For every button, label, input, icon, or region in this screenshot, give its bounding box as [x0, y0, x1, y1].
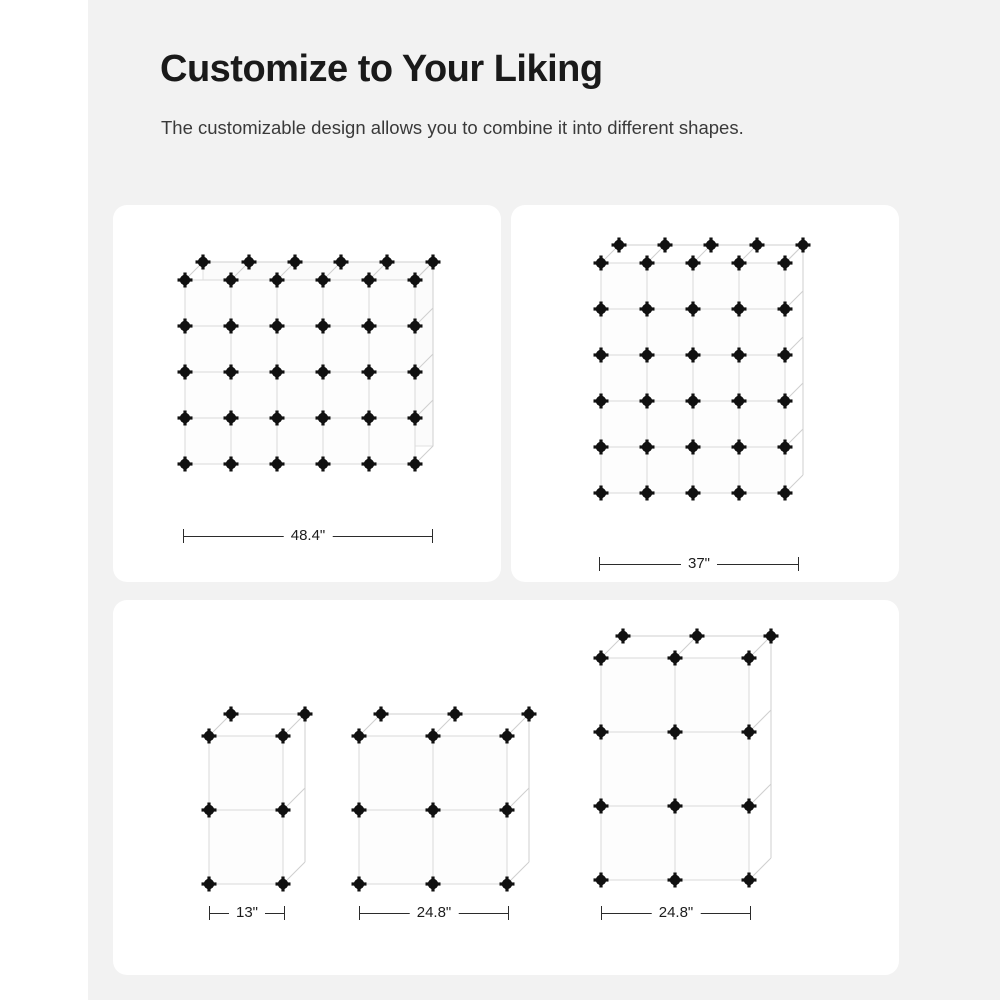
card-configuration-4x5: [511, 205, 899, 582]
page-subtitle: The customizable design allows you to combine it into different shapes.: [161, 117, 744, 138]
dimension-width-1x2: [209, 906, 285, 920]
cube-unit-2x3: [583, 622, 803, 902]
cube-unit-1x2: [191, 700, 331, 900]
dimension-label: 37": [681, 555, 717, 572]
dimension-label: 48.4": [284, 527, 333, 544]
dimension-label: 24.8": [652, 904, 701, 921]
page-title: Customize to Your Liking: [160, 48, 603, 90]
card-configuration-small-set: [113, 600, 899, 975]
dimension-width-5x4: [183, 529, 433, 543]
cube-unit-5x4: [173, 240, 443, 510]
dimension-width-2x3: [601, 906, 751, 920]
dimension-width-4x5: [599, 557, 799, 571]
cube-unit-4x5: [589, 223, 819, 543]
dimension-width-2x2: [359, 906, 509, 920]
content-area: [88, 0, 1000, 1000]
card-configuration-5x4: [113, 205, 501, 582]
left-margin-strip: [0, 0, 88, 1000]
dimension-label: 24.8": [410, 904, 459, 921]
cube-unit-2x2: [341, 700, 561, 900]
dimension-label: 13": [229, 904, 265, 921]
